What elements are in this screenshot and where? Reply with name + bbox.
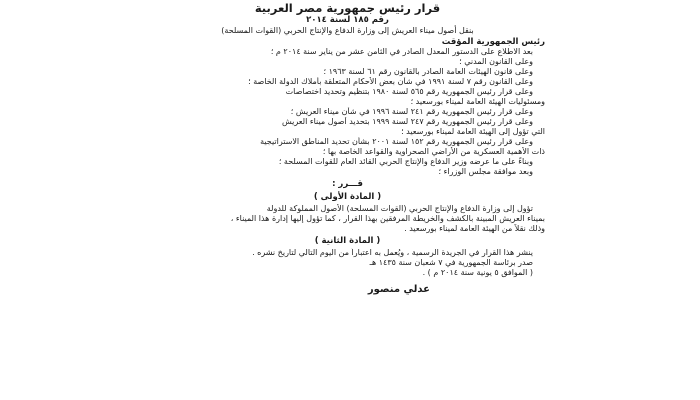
article1-line: تؤول إلى وزارة الدفاع والإنتاج الحربي (القوات المسلحة) الأصول المملوكة للدولة	[266, 204, 533, 213]
preamble-line: وعلى القانون المدني ؛	[459, 57, 533, 66]
preamble-line: التي تؤول إلى الهيئة العامة لميناء بورسعيد ؛	[401, 127, 545, 136]
article-2-body	[150, 248, 545, 278]
article1-line: بميناء العريش المبينة بالكشف والخريطة المرفقين بهذا القرار ، كما تؤول إليها إدارة هذا الميناء ،	[230, 214, 545, 223]
article2-line: صدر برئاسة الجمهورية في ٧ شعبان سنة ١٤٣٥ هـ	[369, 258, 533, 267]
preamble-line: وعلى قرار رئيس الجمهورية رقم ٥٦٥ لسنة ١٩٨٠ بتنظيم وتحديد اختصاصات	[285, 87, 533, 96]
preamble-line: وعلى قرار رئيس الجمهورية رقم ١٥٢ لسنة ٢٠٠١ بشأن تحديد المناطق الاستراتيجية	[260, 137, 533, 146]
preamble-line: وعلى القانون رقم ٧ لسنة ١٩٩١ في شأن بعض الأحكام المتعلقة بأملاك الدولة الخاصة ؛	[248, 77, 533, 86]
preamble-section	[150, 47, 545, 177]
preamble-line: وعلى قرار رئيس الجمهورية رقم ٢٤٧ لسنة ١٩٩٩ بتحديد أصول ميناء العريش	[281, 117, 533, 126]
decree-subject: بنقل أصول ميناء العريش إلى وزارة الدفاع والإنتاج الحربي (القوات المسلحة)	[221, 26, 474, 35]
article2-line: ينشر هذا القرار في الجريدة الرسمية ، ويُعمل به اعتباراً من اليوم التالي لتاريخ نشره .	[252, 248, 533, 257]
preamble-line: ذات الأهمية العسكرية من الأراضي الصحراوية والقواعد الخاصة بها ؛	[322, 147, 545, 156]
article-1-heading: ( المادة الأولى )	[313, 192, 382, 202]
preamble-line: ومسئوليات الهيئة العامة لميناء بورسعيد ؛	[410, 97, 545, 106]
decree-word: قـــرر :	[332, 179, 363, 189]
decree-title: قرار رئيس جمهورية مصر العربية	[254, 1, 441, 15]
preamble-line: وبعد موافقة مجلس الوزراء ؛	[438, 167, 533, 176]
article-1-body	[150, 204, 545, 234]
decree-issuer: رئيس الجمهورية المؤقت	[441, 37, 545, 47]
preamble-line: بعد الاطلاع على الدستور المعدل الصادر في الثامن عشر من يناير سنة ٢٠١٤ م ؛	[270, 47, 533, 56]
decree-number: رقم ١٨٥ لسنة ٢٠١٤	[306, 15, 389, 25]
article2-line: ( الموافق ٥ يونية سنة ٢٠١٤ م ) .	[422, 268, 533, 277]
preamble-line: وعلى قرار رئيس الجمهورية رقم ٢٤١ لسنة ١٩٩٦ في شأن ميناء العريش ؛	[290, 107, 533, 116]
preamble-line: وعلى قانون الهيئات العامة الصادر بالقانون رقم ٦١ لسنة ١٩٦٣ ؛	[323, 67, 533, 76]
signature: عدلي منصور	[367, 284, 430, 295]
preamble-line: وبناءً على ما عرضه وزير الدفاع والإنتاج الحربي القائد العام للقوات المسلحة ؛	[278, 157, 533, 166]
article1-line: وذلك نقلاً من الهيئة العامة لميناء بورسعيد .	[404, 224, 545, 233]
article-2-heading: ( المادة الثانية )	[314, 236, 381, 246]
